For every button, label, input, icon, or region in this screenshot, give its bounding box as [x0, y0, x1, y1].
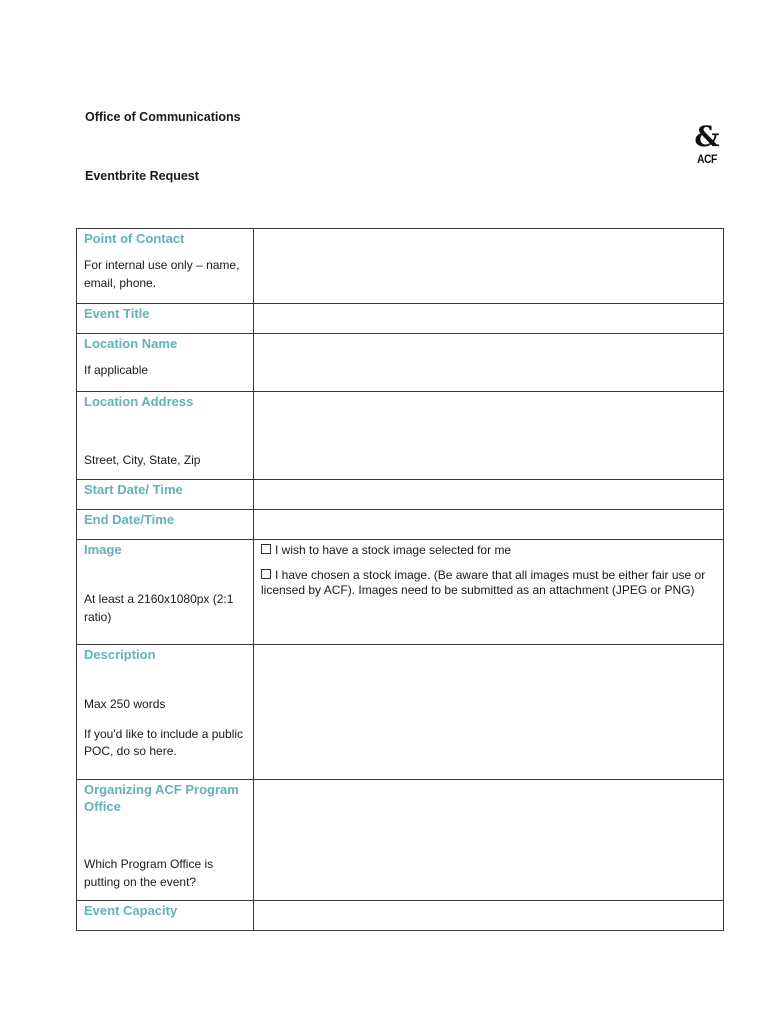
label-cell [77, 901, 254, 931]
label-cell [77, 510, 254, 540]
row-description [77, 645, 724, 780]
point-of-contact-note: For internal use only – name, email, phone. [84, 258, 240, 290]
row-location-name [77, 334, 724, 392]
ampersand-icon: & [694, 120, 720, 153]
row-start-date [77, 480, 724, 510]
checkbox-icon[interactable] [261, 569, 271, 579]
checkbox-icon[interactable] [261, 544, 271, 554]
label-cell [77, 229, 254, 304]
organizing-office-label: Organizing ACF Program Office [84, 782, 239, 814]
description-note-poc: If you'd like to include a public POC, do so here. [84, 726, 244, 758]
label-cell [77, 540, 254, 645]
description-note-limit: Max 250 words [84, 697, 166, 711]
label-cell [77, 304, 254, 334]
label-cell [77, 480, 254, 510]
label-cell [77, 334, 254, 392]
location-address-note: Street, City, State, Zip [84, 453, 201, 467]
point-of-contact-field[interactable] [254, 229, 724, 304]
description-field[interactable] [254, 645, 724, 780]
end-date-field[interactable] [254, 510, 724, 540]
start-date-label: Start Date/ Time [84, 482, 183, 497]
organizing-office-note: Which Program Office is putting on the event? [84, 857, 214, 889]
image-option-chosen[interactable] [254, 568, 723, 599]
request-title: Eventbrite Request [85, 169, 199, 183]
label-cell [77, 392, 254, 480]
logo-text: ACF [697, 152, 717, 166]
label-cell [77, 645, 254, 780]
location-address-label: Location Address [84, 394, 194, 409]
event-title-label: Event Title [84, 306, 150, 321]
event-title-field[interactable] [254, 304, 724, 334]
row-point-of-contact [77, 229, 724, 304]
image-label: Image [84, 542, 122, 557]
end-date-label: End Date/Time [84, 512, 175, 527]
description-label: Description [84, 647, 156, 662]
row-organizing-office [77, 780, 724, 901]
event-capacity-label: Event Capacity [84, 903, 178, 918]
start-date-field[interactable] [254, 480, 724, 510]
point-of-contact-label: Point of Contact [84, 231, 185, 246]
row-event-capacity [77, 901, 724, 931]
image-option-stock-label: I wish to have a stock image selected for me [275, 543, 512, 557]
image-option-chosen-label: I have chosen a stock image. (Be aware that all images must be either fair use or licensed by ACF). Images need to be submitted as an attachment (JPEG or PNG) [261, 567, 706, 597]
location-name-field[interactable] [254, 334, 724, 392]
row-location-address [77, 392, 724, 480]
office-title: Office of Communications [85, 110, 241, 124]
row-image [77, 540, 724, 645]
event-capacity-field[interactable] [254, 901, 724, 931]
image-note: At least a 2160x1080px (2:1 ratio) [84, 592, 234, 624]
location-name-note: If applicable [84, 363, 149, 377]
image-option-stock[interactable] [254, 543, 723, 559]
acf-logo [692, 120, 722, 168]
image-options [254, 540, 724, 645]
location-name-label: Location Name [84, 336, 178, 351]
label-cell [77, 780, 254, 901]
organizing-office-field[interactable] [254, 780, 724, 901]
row-event-title [77, 304, 724, 334]
row-end-date [77, 510, 724, 540]
request-form [76, 228, 724, 931]
location-address-field[interactable] [254, 392, 724, 480]
